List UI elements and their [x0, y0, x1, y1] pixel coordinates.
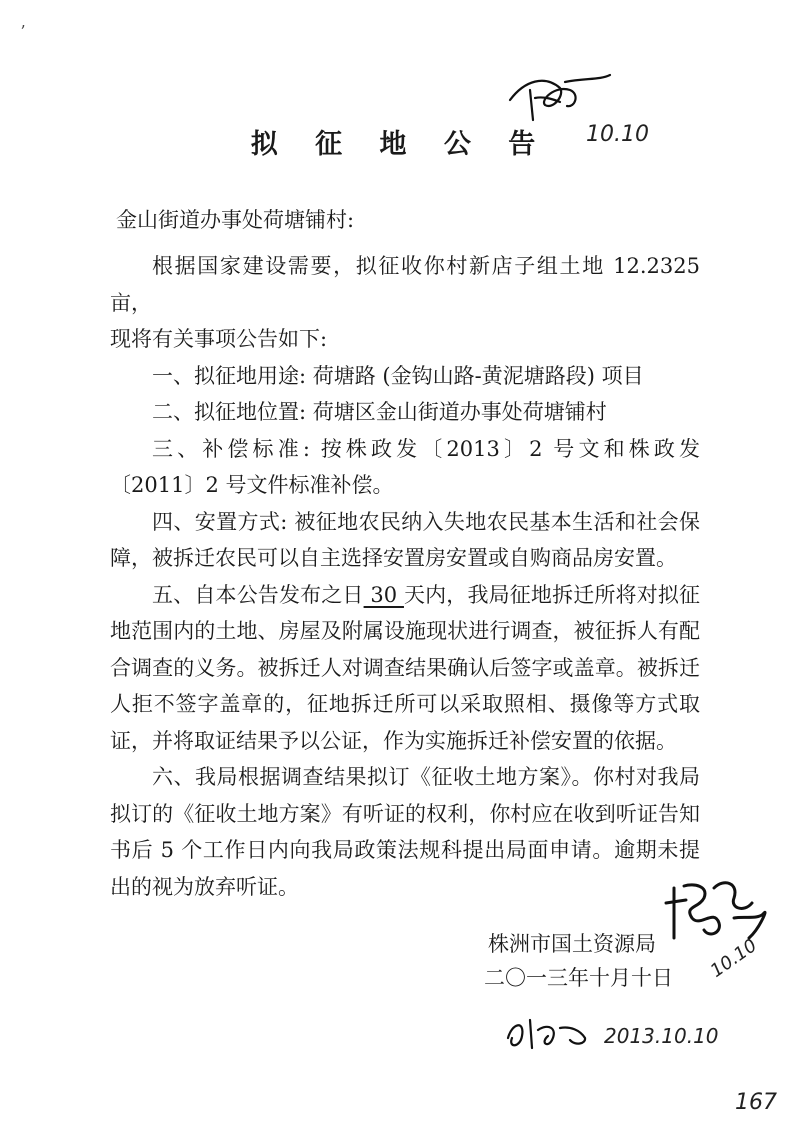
issuer-name: 株洲市国土资源局: [488, 932, 656, 956]
handwritten-date-top: 10.10: [586, 122, 649, 147]
survey-days: 30: [363, 582, 404, 607]
item-purpose: 一、拟征地用途: 荷塘路 (金钩山路-黄泥塘路段) 项目: [152, 363, 644, 388]
addressee: 金山街道办事处荷塘铺村:: [116, 208, 355, 232]
handwritten-date-bottom: 2013.10.10: [604, 1024, 719, 1048]
handwritten-date-right: 10.10: [706, 935, 761, 982]
page-number: 167: [735, 1090, 777, 1115]
corner-mark: ʼ: [20, 22, 26, 41]
signature-bottom: [500, 1008, 590, 1058]
signature-top: [505, 70, 615, 125]
paragraph-intro-2: 现将有关事项公告如下:: [110, 327, 328, 351]
document-title: 拟 征 地 公 告: [250, 129, 550, 160]
paragraph-intro-1: 根据国家建设需要，拟征收你村新店子组土地 12.2325 亩，: [110, 254, 700, 315]
issue-date: 二〇一三年十月十日: [484, 966, 673, 990]
item-location: 二、拟征地位置: 荷塘区金山街道办事处荷塘铺村: [152, 400, 607, 424]
item-resettlement: 四、安置方式: 被征地农民纳入失地农民基本生活和社会保障，被拆迁农民可以自主选择安置房安置或自购商品房安置。: [110, 509, 700, 570]
item-survey-post: 天内，我局征地拆迁所将对拟征地范围内的土地、房屋及附属设施现状进行调查，被征拆人有配合调查的义务。被拆迁人对调查结果确认后签字或盖章。被拆迁人拒不签字盖章的，征地拆迁所可以采取照相、摄像等方式取证，并将取证结果予以公证，作为实施拆迁补偿安置的依据。: [110, 582, 701, 753]
document-body: [110, 248, 700, 905]
item-survey: [110, 577, 700, 760]
item-survey-pre: 五、自本公告发布之日: [152, 582, 364, 607]
item-compensation: 三、补偿标准: 按株政发〔2013〕2 号文和株政发〔2011〕2 号文件标准补偿。: [110, 436, 700, 497]
item-hearing: 六、我局根据调查结果拟订《征收土地方案》。你村对我局拟订的《征收土地方案》有听证的权利，你村应在收到听证告知书后 5 个工作日内向我局政策法规科提出局面申请。逾期未提出的视为放弃听证。: [110, 765, 700, 899]
